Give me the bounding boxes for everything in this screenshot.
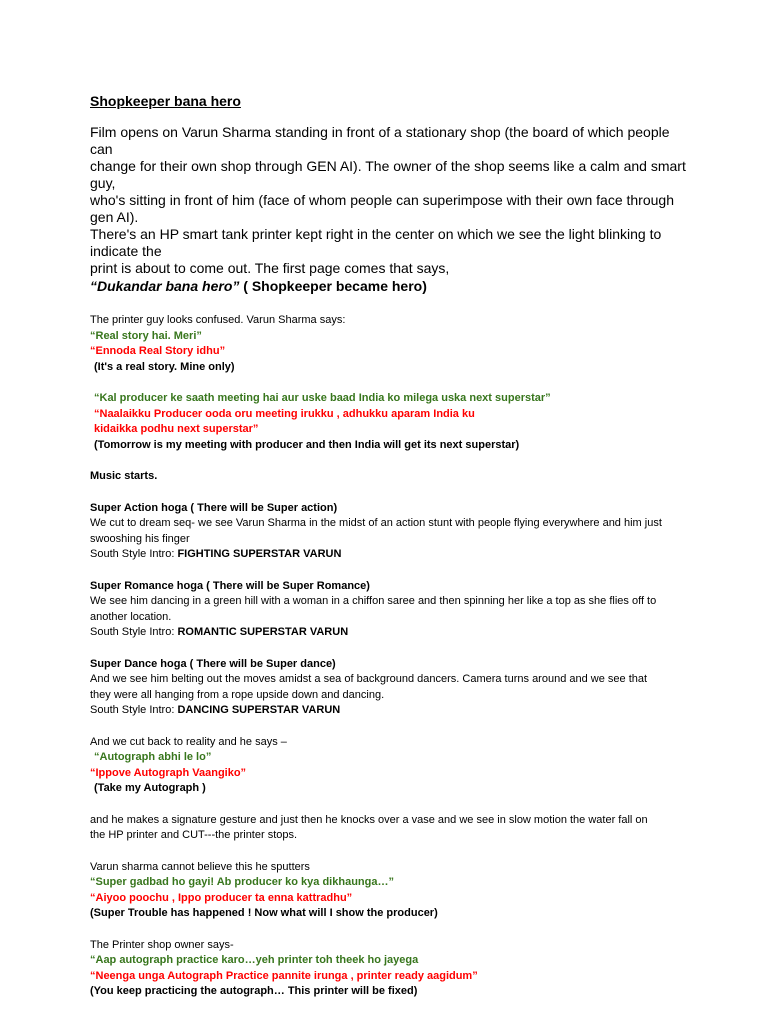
- intro-label: South Style Intro:: [90, 704, 178, 716]
- intro-value: FIGHTING SUPERSTAR VARUN: [177, 548, 342, 560]
- narration-line: We see him dancing in a green hill with a woman in a chiffon saree and then spinning her like a top as she flies off to: [90, 595, 657, 607]
- intro-line: print is about to come out. The first page comes that says,: [90, 260, 450, 276]
- tamil-dialogue: “Ennoda Real Story idhu”: [90, 345, 226, 357]
- intro-line: Film opens on Varun Sharma standing in front of a stationary shop (the board of which people can: [90, 124, 670, 157]
- narration-line: the HP printer and CUT---the printer stops.: [90, 829, 298, 841]
- narration-line: another location.: [90, 610, 172, 623]
- intro-label: South Style Intro:: [90, 548, 178, 560]
- intro-value: ROMANTIC SUPERSTAR VARUN: [177, 626, 349, 638]
- english-translation: (Take my Autograph ): [94, 782, 206, 794]
- narration-line: The printer guy looks confused. Varun Sharma says:: [90, 314, 346, 326]
- hindi-dialogue: “Super gadbad ho gayi! Ab producer ko kya dikhaunga…”: [90, 876, 394, 888]
- narration-line: And we cut back to reality and he says –: [90, 735, 287, 748]
- narration-line: swooshing his finger: [90, 532, 190, 545]
- title-card-translation: ( Shopkeeper became hero): [239, 278, 427, 294]
- section-heading-dance: Super Dance hoga ( There will be Super dance): [90, 657, 336, 670]
- intro-line: change for their own shop through GEN AI). The owner of the shop seems like a calm and smart guy,: [90, 158, 686, 191]
- tamil-dialogue: “Naalaikku Producer ooda oru meeting irukku , adhukku aparam India ku: [94, 407, 475, 420]
- intro-line: There's an HP smart tank printer kept right in the center on which we see the light blinking to indicate the: [90, 226, 662, 259]
- hindi-dialogue: “Aap autograph practice karo…yeh printer toh theek ho jayega: [90, 954, 419, 966]
- title-card-hindi: “Dukandar bana hero”: [90, 278, 240, 294]
- narration-line: The Printer shop owner says-: [90, 938, 234, 951]
- english-translation: (Super Trouble has happened ! Now what will I show the producer): [90, 907, 438, 919]
- intro-line: who's sitting in front of him (face of whom people can superimpose with their own face through gen AI).: [90, 192, 674, 225]
- south-style-intro: [90, 547, 690, 563]
- english-translation: (Tomorrow is my meeting with producer and then India will get its next superstar): [94, 438, 520, 451]
- narration-line: and he makes a signature gesture and just then he knocks over a vase and we see in slow motion the water fall on: [90, 813, 648, 826]
- tamil-dialogue-cont: kidaikka podhu next superstar”: [94, 423, 259, 435]
- intro-value: DANCING SUPERSTAR VARUN: [177, 704, 341, 716]
- hindi-dialogue: “Real story hai. Meri”: [90, 329, 202, 342]
- narration-line: We cut to dream seq- we see Varun Sharma in the midst of an action stunt with people flying everywhere and him just: [90, 517, 662, 529]
- narration-line: And we see him belting out the moves amidst a sea of background dancers. Camera turns around and we see that: [90, 673, 648, 685]
- section-heading-action: Super Action hoga ( There will be Super action): [90, 501, 338, 514]
- tamil-dialogue: “Aiyoo poochu , Ippo producer ta enna kattradhu”: [90, 891, 353, 904]
- south-style-intro: [90, 625, 690, 641]
- hindi-dialogue: “Autograph abhi le lo”: [94, 751, 212, 763]
- english-translation: (You keep practicing the autograph… This printer will be fixed): [90, 985, 418, 997]
- music-cue: Music starts.: [90, 470, 158, 482]
- tamil-dialogue: “Neenga unga Autograph Practice pannite irunga , printer ready aagidum”: [90, 969, 478, 982]
- document-page: [90, 92, 690, 1000]
- narration-line: they were all hanging from a rope upside down and dancing.: [90, 688, 385, 701]
- document-title: Shopkeeper bana hero: [90, 93, 241, 109]
- title-card-quote: [90, 277, 690, 295]
- tamil-dialogue: “Ippove Autograph Vaangiko”: [90, 766, 247, 779]
- section-heading-romance: Super Romance hoga ( There will be Super Romance): [90, 579, 370, 592]
- intro-label: South Style Intro:: [90, 626, 178, 638]
- narration-line: Varun sharma cannot believe this he sputters: [90, 860, 310, 873]
- hindi-dialogue: “Kal producer ke saath meeting hai aur uske baad India ko milega uska next superstar”: [94, 392, 551, 404]
- south-style-intro: [90, 703, 690, 719]
- english-translation: (It's a real story. Mine only): [94, 360, 235, 373]
